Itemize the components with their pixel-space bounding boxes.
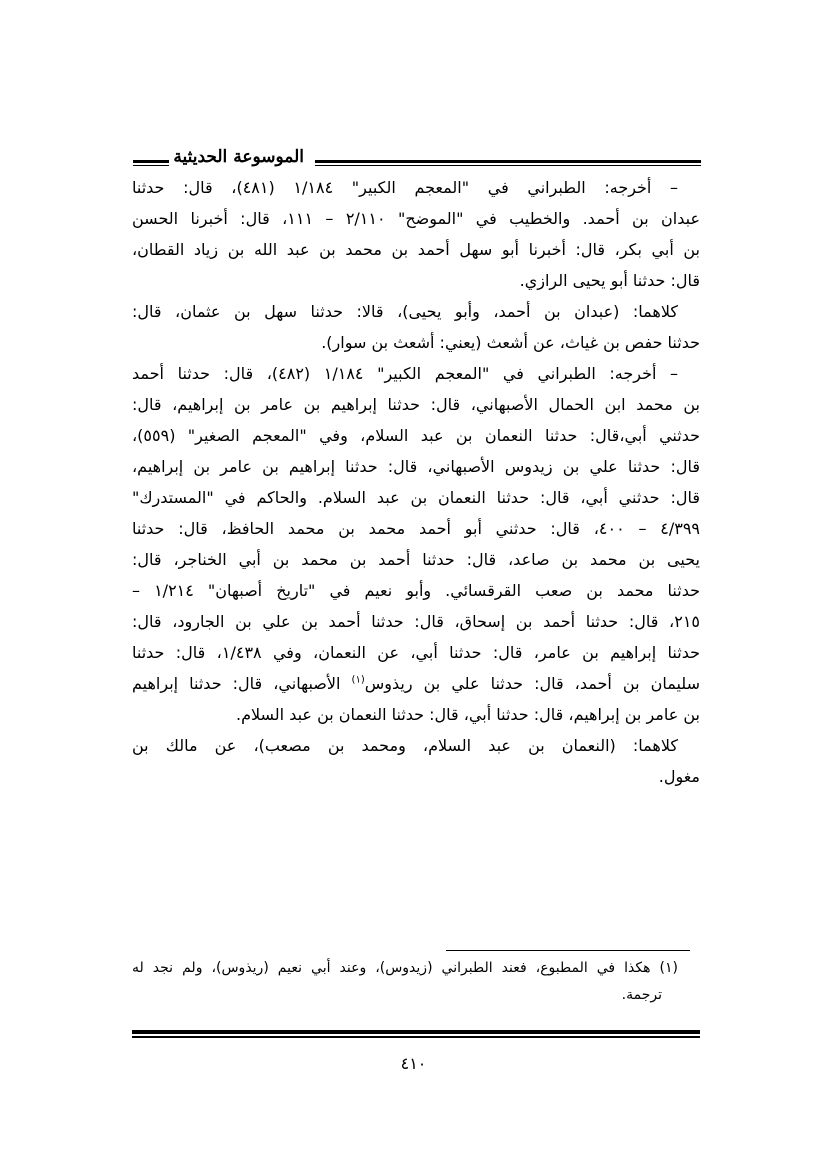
text-line-content: حدثنا محمد بن صعب القرقسائي. وأبو نعيم في "تاريخ أصبهان" ١/٢١٤ – xyxy=(132,581,700,600)
footnote-line: ترجمة. xyxy=(621,987,662,1003)
text-line-content: حدثنا إبراهيم بن عامر، قال: حدثنا أبي، عن النعمان، وفي ١/٤٣٨، قال: حدثنا xyxy=(132,643,701,662)
text-line xyxy=(132,668,700,699)
text-line-content: قال: حدثنا أبو يحيى الرازي. xyxy=(519,271,700,290)
text-line-content: كلاهما: (النعمان بن عبد السلام، ومحمد بن مصعب)، عن مالك بن xyxy=(132,736,678,755)
text-line xyxy=(132,606,700,637)
text-line xyxy=(132,420,700,451)
text-line xyxy=(132,699,700,730)
text-line xyxy=(132,451,700,482)
text-line-content: حدثني أبي،قال: حدثنا النعمان بن عبد السلام، وفي "المعجم الصغير" (٥٥٩)، xyxy=(132,426,700,445)
text-line-content: بن محمد ابن الحمال الأصبهاني، قال: حدثنا إبراهيم بن عامر بن إبراهيم، قال: xyxy=(132,395,700,414)
text-line xyxy=(132,513,700,544)
page-number: ٤١٠ xyxy=(400,1054,427,1073)
footnote-reference[interactable]: (١) xyxy=(351,674,365,686)
text-line-content: عبدان بن أحمد. والخطيب في "الموضح" ٢/١١٠ – ١١١، قال: أخبرنا الحسن xyxy=(132,209,701,228)
running-header-title: الموسوعة الحديثية xyxy=(169,146,308,168)
text-line xyxy=(132,389,700,420)
text-line-content: ٢١٥، قال: حدثنا أحمد بن إسحاق، قال: حدثنا أحمد بن علي بن الجارود، قال: xyxy=(132,612,700,631)
text-line-content: – أخرجه: الطبراني في "المعجم الكبير" ١/١٨٤ (٤٨١)، قال: حدثنا xyxy=(132,178,679,197)
text-line xyxy=(132,575,700,606)
header-rule-long xyxy=(315,160,701,163)
text-line xyxy=(132,761,700,792)
text-line-content: كلاهما: (عبدان بن أحمد، وأبو يحيى)، قالا: حدثنا سهل بن عثمان، قال: xyxy=(132,302,678,321)
header-rule-short xyxy=(133,160,173,163)
text-line-content: قال: حدثني أبي، قال: حدثنا النعمان بن عبد السلام. والحاكم في "المستدرك" xyxy=(132,488,700,507)
text-line-content: بن أبي بكر، قال: أخبرنا أبو سهل أحمد بن محمد بن عبد الله بن زياد القطان، xyxy=(132,240,700,259)
text-line-content: حدثنا حفص بن غياث، عن أشعث (يعني: أشعث بن سوار). xyxy=(321,333,700,352)
text-line xyxy=(132,265,700,296)
text-line xyxy=(132,637,700,668)
text-line xyxy=(132,234,700,265)
text-line-content: يحيى بن محمد بن صاعد، قال: حدثنا أحمد بن محمد بن أبي الخناجر، قال: xyxy=(132,550,700,569)
text-line xyxy=(132,358,700,389)
text-line xyxy=(132,730,700,761)
text-line-content: سليمان بن أحمد، قال: حدثنا علي بن ريذوس xyxy=(364,674,701,693)
footer-rule xyxy=(132,1030,700,1034)
footnote-line: (١) هكذا في المطبوع، فعند الطبراني (زيدوس)، وعند أبي نعيم (ريذوس)، ولم نجد له xyxy=(132,960,678,976)
text-line xyxy=(132,296,700,327)
text-line-content: قال: حدثنا علي بن زيدوس الأصبهاني، قال: حدثنا إبراهيم بن عامر بن إبراهيم، xyxy=(132,457,700,476)
text-line-content: – أخرجه: الطبراني في "المعجم الكبير" ١/١٨٤ (٤٨٢)، قال: حدثنا أحمد xyxy=(132,364,678,383)
text-line xyxy=(132,172,700,203)
text-line-content: مغول. xyxy=(658,767,700,786)
text-line xyxy=(132,544,700,575)
text-line xyxy=(132,327,700,358)
footnote-separator xyxy=(446,950,690,951)
text-line xyxy=(132,203,700,234)
text-line-content: بن عامر بن إبراهيم، قال: حدثنا أبي، قال: حدثنا النعمان بن عبد السلام. xyxy=(235,705,700,724)
body-text xyxy=(132,172,700,792)
text-line-content: ٤/٣٩٩ – ٤٠٠، قال: حدثني أبو أحمد محمد بن محمد الحافظ، قال: حدثنا xyxy=(132,519,700,538)
footnotes xyxy=(132,955,700,1009)
text-line xyxy=(132,482,700,513)
text-line-continuation: الأصبهاني، قال: حدثنا إبراهيم xyxy=(132,674,352,693)
